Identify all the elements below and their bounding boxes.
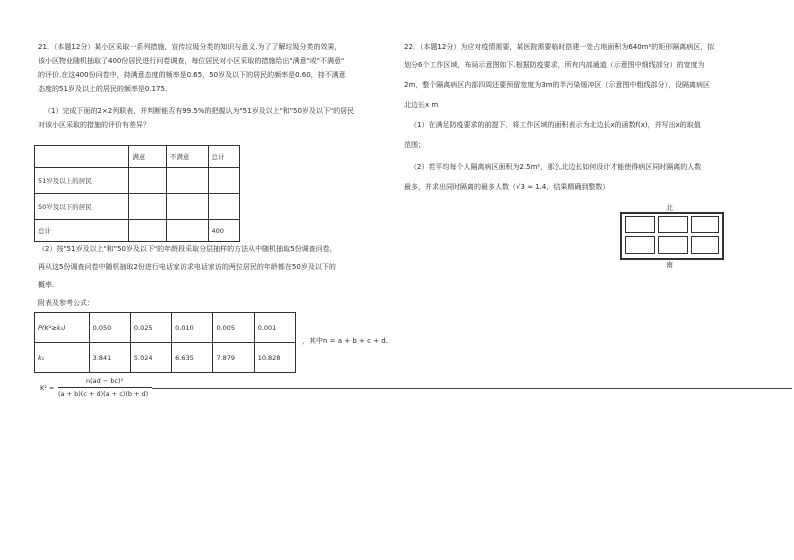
appendix-title: 附表及参考公式： [38, 299, 94, 307]
table-cell: P(K²≥k₀) [35, 313, 90, 343]
table-cell: 6.635 [172, 343, 213, 373]
q21-intro-line-1: 21．（本题12分）某小区采取一系列措施，宣传垃圾分类的知识与意义.为了了解垃圾分类的效果， [38, 43, 342, 51]
table-cell [35, 146, 129, 168]
formula-note: ，其中n = a + b + c + d. [302, 337, 388, 345]
table-row [35, 194, 240, 220]
table-cell: 满意 [129, 146, 167, 168]
table-row [35, 220, 240, 242]
table-cell: 总计 [208, 146, 239, 168]
q21-intro-line-2: 该小区物业随机抽取了400份居民进行问卷调查，每位居民对小区采取的措施给出"满意"或"不满意" [38, 57, 345, 65]
table-cell [129, 168, 167, 194]
table-cell: k₀ [35, 343, 90, 373]
q21-part1-line-2: 对该小区采取的措施的评价有差异？ [38, 121, 150, 129]
critical-value-table [34, 312, 296, 373]
formula-denominator: (a + b)(c + d)(a + c)(b + d) [58, 390, 149, 398]
table-cell: 0.001 [254, 313, 295, 343]
q21-part2-line-3: 概率. [38, 281, 55, 289]
contingency-table [34, 145, 240, 242]
table-row [35, 146, 240, 168]
table-cell: 10.828 [254, 343, 295, 373]
q22-line-1: 22．（本题12分）为应对疫情需要，某医院需要临时搭建一处占地面积为640m²的矩形隔离病区，拟 [404, 43, 715, 51]
formula-fraction-bar [58, 387, 152, 388]
work-area-cell [625, 236, 655, 254]
table-cell [166, 220, 208, 242]
table-cell [166, 168, 208, 194]
q22-line-3: 2m，整个隔离病区内部四周还要预留宽度为3m的半污染缓冲区（示意图中粗线部分），设隔离病区 [404, 81, 711, 89]
q21-part2-line-2: 再从这5份调查问卷中随机抽取2份进行电话家访求电话家访的两位居民的年龄都在50岁及以下的 [38, 263, 336, 271]
table-cell: 0.025 [130, 313, 171, 343]
table-cell [208, 168, 239, 194]
page-divider [152, 388, 792, 389]
work-area-cell [658, 236, 688, 254]
table-cell: 51岁及以上的居民 [35, 168, 129, 194]
table-cell [166, 194, 208, 220]
work-area-cell [691, 216, 719, 233]
q21-intro-line-3: 的评价.在这400份问卷中，持满意态度的频率是0.65，50岁及以下的居民的频率是0.60，持不满意 [38, 71, 346, 79]
table-cell: 7.879 [213, 343, 254, 373]
table-row [35, 313, 296, 343]
work-area-cell [691, 236, 719, 254]
q22-line-4: 北边长x m [404, 101, 439, 109]
table-cell: 总计 [35, 220, 129, 242]
table-cell: 不满意 [166, 146, 208, 168]
q22-part2-line-2: 最多，并求出同时隔离的最多人数（√3 ≈ 1.4，结果精确到整数） [404, 183, 610, 191]
table-row [35, 168, 240, 194]
work-area-cell [625, 216, 655, 233]
q22-part2-line-1: （2）若平均每个人隔离病区面积为2.5m²，那么北边长如何设计才能使得病区同时隔离的人数 [410, 163, 702, 171]
table-cell [208, 194, 239, 220]
q22-part1-line-1: （1）在满足防疫要求的前提下，将工作区域的面积表示为北边长x的函数f(x)，并写出x的取值 [410, 121, 701, 129]
q21-intro-line-4: 态度的51岁及以上的居民的频率是0.175. [38, 85, 168, 93]
table-cell: 400 [208, 220, 239, 242]
q21-part1-line-1: （1）完成下面的2×2列联表，并判断能否有99.5%的把握认为"51岁及以上"和"50岁及以下"的居民 [44, 107, 355, 115]
table-cell: 0.005 [213, 313, 254, 343]
formula-numerator: n(ad − bc)² [86, 377, 124, 385]
table-row [35, 343, 296, 373]
table-cell [129, 194, 167, 220]
q21-part2-line-1: （2）按"51岁及以上"和"50岁及以下"的年龄段采取分层抽样的方法从中随机抽取5份调查问卷， [38, 245, 337, 253]
table-cell: 0.010 [172, 313, 213, 343]
formula-lhs: K² = [40, 384, 55, 392]
q22-part1-line-2: 范围； [404, 141, 425, 149]
q22-line-2: 划分6个工作区域，布局示意图如下.根据防疫要求，所有内部通道（示意图中细线部分）的宽度为 [404, 61, 705, 69]
work-area-cell [658, 216, 688, 233]
table-cell: 0.050 [89, 313, 130, 343]
table-cell: 50岁及以下的居民 [35, 194, 129, 220]
diagram-south-label: 南 [666, 261, 673, 269]
table-cell: 5.024 [130, 343, 171, 373]
diagram-north-label: 北 [666, 204, 673, 212]
table-cell: 3.841 [89, 343, 130, 373]
table-cell [129, 220, 167, 242]
